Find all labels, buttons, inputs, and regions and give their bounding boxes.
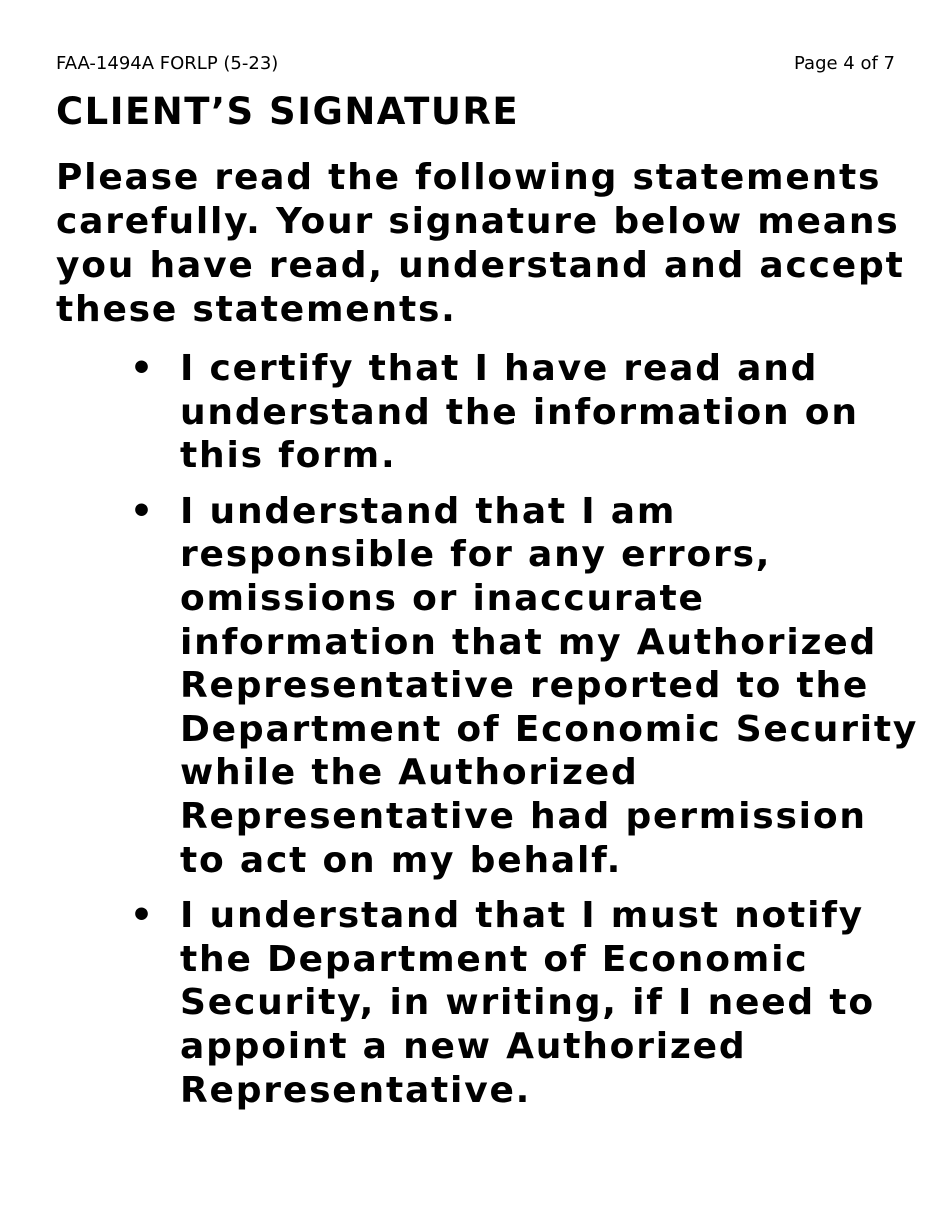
form-id: FAA-1494A FORLP (5-23) — [56, 53, 279, 74]
statement-list — [130, 347, 920, 1124]
bullet-icon: • — [130, 895, 155, 937]
statement-text: I understand that I am responsible for any errors, omissions or inaccurate information that my Authorized Representative reported to the Department of Economic Security while the Authorized Representative had permission to act on my behalf. — [180, 490, 919, 881]
statement-item — [130, 347, 920, 478]
intro-paragraph: Please read the following statements carefully. Your signature below means you have read, understand and accept these statements. — [56, 157, 905, 330]
statement-text: I certify that I have read and understand the information on this form. — [180, 348, 859, 477]
page-number: Page 4 of 7 — [794, 53, 895, 74]
bullet-icon: • — [130, 348, 155, 389]
bullet-icon: • — [130, 490, 155, 532]
statement-item — [130, 894, 920, 1112]
section-title: CLIENT’S SIGNATURE — [56, 90, 520, 133]
statement-text: I understand that I must notify the Department of Economic Security, in writing, if I need to appoint a new Authorized Representative. — [180, 895, 875, 1111]
page-header — [56, 52, 895, 76]
statement-item — [130, 490, 920, 882]
